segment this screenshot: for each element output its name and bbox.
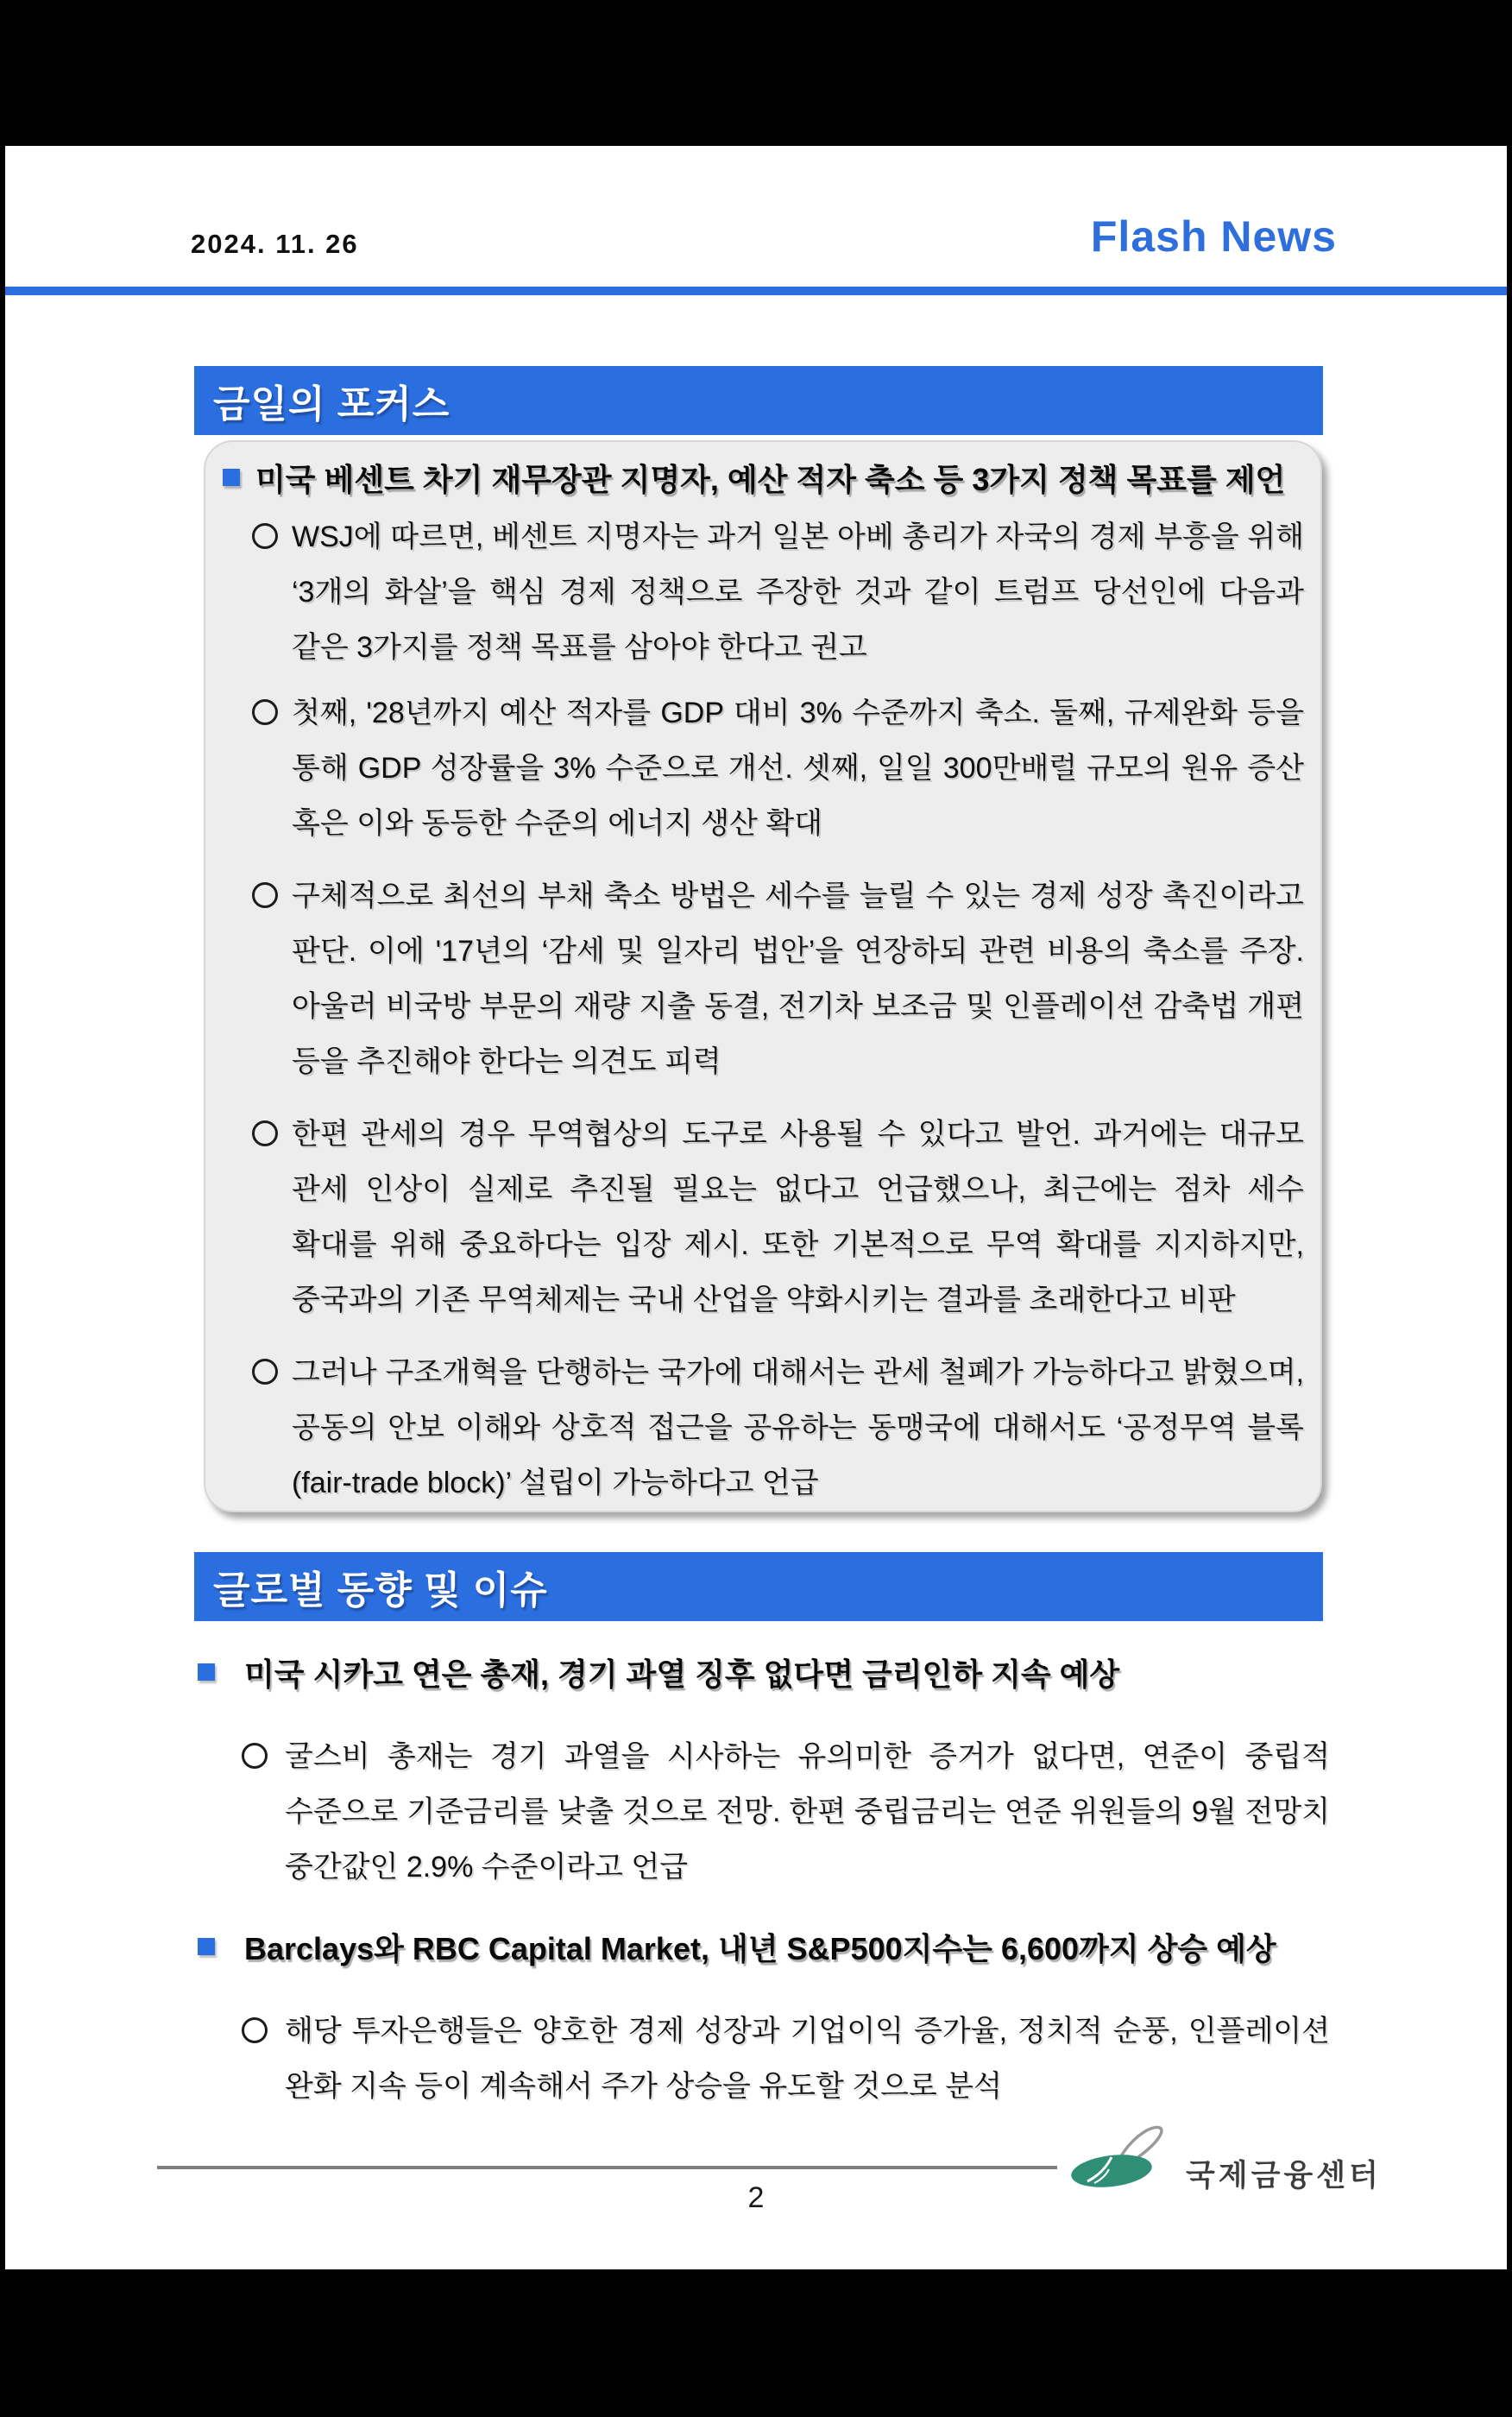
- circle-bullet-icon: [242, 1743, 268, 1769]
- focus-paragraph: [221, 1107, 1304, 1328]
- paragraph-text: 한편 관세의 경우 무역협상의 도구로 사용될 수 있다고 발언. 과거에는 대규모 관세 인상이 실제로 추진될 필요는 없다고 언급했으나, 최근에는 점차 세수 확대를 위해 중요하다는 입장 제시. 또한 기본적으로 무역 확대를 지지하지만, 중국과의 기존 무역체제는 국내 산업을 약화시키는 결과를 초래한다고 비판: [292, 1118, 1304, 1316]
- circle-bullet-icon: [252, 523, 278, 549]
- square-bullet-icon: [198, 1663, 215, 1681]
- global-item-headline-row: [194, 1925, 1330, 1968]
- header-divider: [5, 287, 1507, 295]
- focus-paragraph: [221, 1345, 1304, 1511]
- kcif-logo-text: 국제금융센터: [1186, 2159, 1382, 2193]
- focus-paragraph: [221, 509, 1304, 675]
- paragraph-text: 해당 투자은행들은 양호한 경제 성장과 기업이익 증가율, 정치적 순풍, 인플레이션 완화 지속 등이 계속해서 주가 상승을 유도할 것으로 분석: [285, 2015, 1330, 2103]
- document-date: 2024. 11. 26: [191, 229, 359, 259]
- focus-headline: 미국 베센트 차기 재무장관 지명자, 예산 적자 축소 등 3가지 정책 목표를 제언: [255, 461, 1286, 497]
- section-header-global: [194, 1552, 1323, 1621]
- paragraph-text: 구체적으로 최선의 부채 축소 방법은 세수를 늘릴 수 있는 경제 성장 촉진이라고 판단. 이에 '17년의 ‘감세 및 일자리 법안’을 연장하되 관련 비용의 축소를 주장. 아울러 비국방 부문의 재량 지출 동결, 전기차 보조금 및 인플레이션 감축법 개편 등을 추진해야 한다는 의견도 피력: [292, 880, 1304, 1078]
- focus-paragraph: [221, 685, 1304, 851]
- paragraph-text: 그러나 구조개혁을 단행하는 국가에 대해서는 관세 철폐가 가능하다고 밝혔으며, 공동의 안보 이해와 상호적 접근을 공유하는 동맹국에 대해서도 ‘공정무역 블록(fair-trade block)’ 설립이 가능하다고 언급: [292, 1356, 1304, 1499]
- circle-bullet-icon: [252, 882, 278, 908]
- paragraph-text: 굴스비 총재는 경기 과열을 시사하는 유의미한 증거가 없다면, 연준이 중립적 수준으로 기준금리를 낮출 것으로 전망. 한편 중립금리는 연준 위원들의 9월 전망치 중간값인 2.9% 수준이라고 언급: [285, 1740, 1330, 1884]
- section-global-trends: [194, 1552, 1330, 2114]
- brand-title: Flash News: [1090, 212, 1337, 261]
- page-number: 2: [747, 2181, 765, 2214]
- circle-bullet-icon: [252, 1359, 278, 1385]
- footer-divider: [157, 2166, 1057, 2169]
- square-bullet-icon: [198, 1938, 215, 1955]
- circle-bullet-icon: [252, 699, 278, 725]
- global-item-headline: Barclays와 RBC Capital Market, 내년 S&P500지수는 6,600까지 상승 예상: [244, 1930, 1276, 1966]
- global-item-headline-row: [194, 1650, 1330, 1694]
- section-title: 글로벌 동향 및 이슈: [213, 1569, 548, 1612]
- global-paragraph: [194, 2004, 1330, 2114]
- paragraph-text: 첫째, '28년까지 예산 적자를 GDP 대비 3% 수준까지 축소. 둘째, 규제완화 등을 통해 GDP 성장률을 3% 수준으로 개선. 셋째, 일일 300만배럴 규모의 원유 증산 혹은 이와 동등한 수준의 에너지 생산 확대: [292, 697, 1304, 840]
- section-title: 금일의 포커스: [213, 383, 450, 426]
- section-header-focus: [194, 366, 1323, 435]
- focus-paragraph: [221, 868, 1304, 1089]
- paragraph-text: WSJ에 따르면, 베센트 지명자는 과거 일본 아베 총리가 자국의 경제 부흥을 위해 ‘3개의 화살’을 핵심 경제 정책으로 주장한 것과 같이 트럼프 당선인에 다음과 같은 3가지를 정책 목표를 삼아야 한다고 권고: [292, 521, 1304, 664]
- square-bullet-icon: [223, 469, 240, 486]
- focus-content-box: [204, 440, 1322, 1512]
- circle-bullet-icon: [242, 2017, 268, 2043]
- global-item-headline: 미국 시카고 연은 총재, 경기 과열 징후 없다면 금리인하 지속 예상: [244, 1656, 1120, 1692]
- document-page: [5, 146, 1507, 2269]
- section-todays-focus: [194, 366, 1323, 1512]
- global-paragraph: [194, 1729, 1330, 1895]
- circle-bullet-icon: [252, 1120, 278, 1146]
- focus-headline-row: [221, 456, 1304, 499]
